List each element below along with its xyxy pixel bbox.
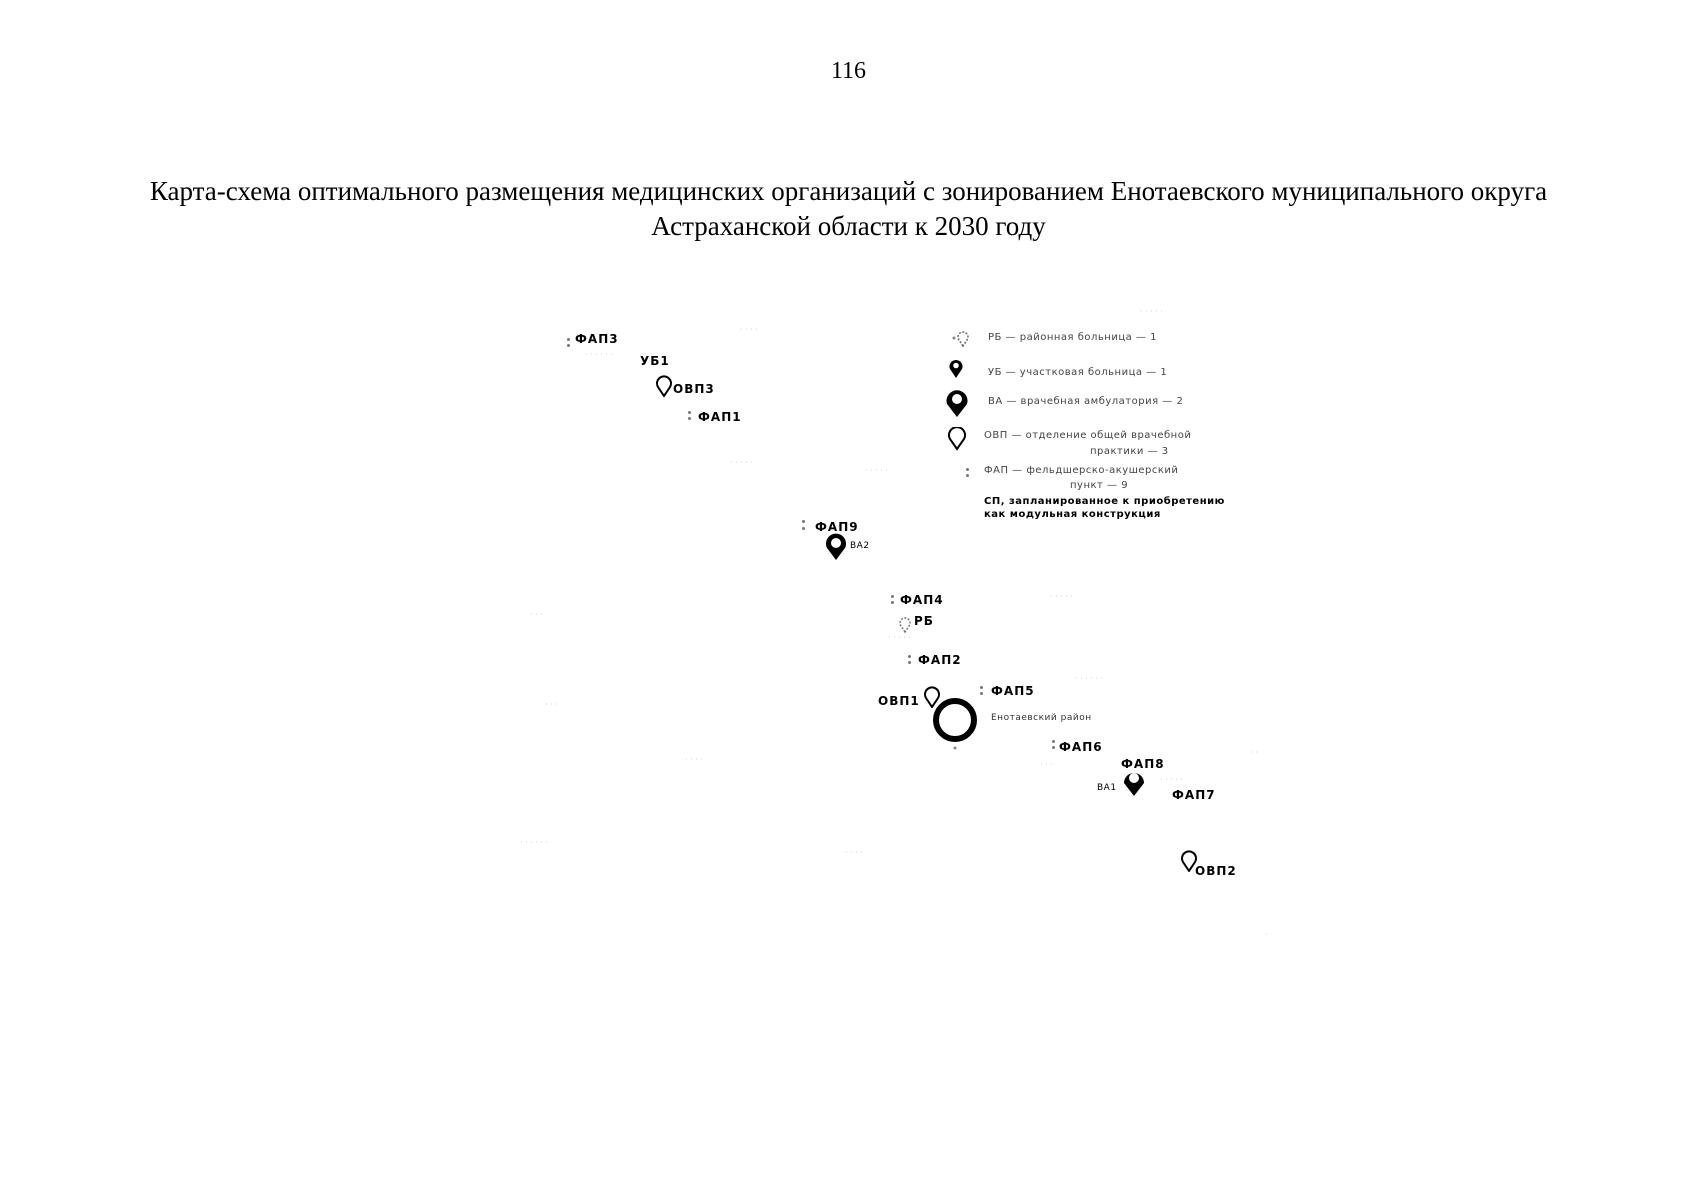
- label-fap2: ФАП2: [918, 653, 962, 667]
- label-fap9: ФАП9: [815, 520, 859, 534]
- faint-label: · · · · ·: [730, 458, 753, 467]
- faint-label: · · · · ·: [865, 466, 888, 475]
- label-fap4: ФАП4: [900, 593, 944, 607]
- fap-marker-icon: [802, 527, 805, 530]
- label-district: Енотаевский район: [991, 713, 1092, 723]
- label-ovp1: ОВП1: [878, 694, 920, 708]
- fap-marker-icon: [891, 601, 894, 604]
- faint-label: · · · · ·: [1160, 775, 1183, 784]
- faint-label: · · ·: [1040, 760, 1053, 769]
- label-va2: ВА2: [850, 541, 870, 551]
- fap-marker-icon: [966, 474, 969, 477]
- fap-marker-icon: [966, 468, 969, 471]
- label-fap8: ФАП8: [1121, 757, 1165, 771]
- legend-ub: УБ — участковая больница — 1: [988, 367, 1168, 378]
- faint-label: · · · · ·: [1140, 307, 1163, 316]
- legend-note-line1: СП, запланированное к приобретению: [984, 496, 1225, 507]
- legend-fap-line1: ФАП — фельдшерско-акушерский: [984, 465, 1179, 476]
- faint-label: · · ·: [530, 610, 543, 619]
- label-ovp3: ОВП3: [673, 382, 715, 396]
- label-fap1: ФАП1: [698, 410, 742, 424]
- faint-label: · · · · ·: [1050, 592, 1073, 601]
- faint-label: · · ·: [545, 700, 558, 709]
- fap-marker-icon: [688, 411, 691, 414]
- map-pin-bold-icon: [824, 532, 848, 561]
- faint-label: · ·: [1250, 748, 1258, 757]
- fap-marker-icon: [980, 686, 983, 689]
- hospital-pin-icon: [950, 330, 970, 348]
- title-line-1: Карта-схема оптимального размещения медицинских организаций с зонированием Енотаевского муниципального округа: [149, 176, 1548, 206]
- legend-note: [984, 495, 1225, 521]
- legend-rb: РБ — районная больница — 1: [988, 332, 1158, 343]
- legend-fap-line2: пункт — 9: [1070, 480, 1129, 491]
- label-va1: ВА1: [1097, 783, 1117, 793]
- map-pin-bold-icon: [1121, 768, 1147, 797]
- faint-label: · · · · · ·: [1075, 674, 1103, 683]
- fap-marker-icon: [908, 661, 911, 664]
- label-rb: РБ: [914, 614, 934, 628]
- faint-label: · · · ·: [845, 848, 863, 857]
- fap-marker-icon: [980, 692, 983, 695]
- legend-ovp-line1: ОВП — отделение общей врачебной: [984, 430, 1192, 441]
- fap-marker-icon: [802, 520, 805, 523]
- legend-note-line2: как модульная конструкция: [984, 509, 1161, 520]
- faint-label: · · · · · ·: [585, 350, 613, 359]
- map-pin-outline-icon: [655, 375, 673, 397]
- faint-label: ·: [1265, 930, 1268, 939]
- map-pin-bold-icon: [944, 388, 970, 418]
- faint-label: · · · · · ·: [520, 838, 548, 847]
- legend-ovp-line2: практики — 3: [1090, 446, 1169, 457]
- faint-label: · · · ·: [685, 755, 703, 764]
- map-pin-outline-icon: [947, 427, 967, 451]
- label-ub1: УБ1: [640, 354, 670, 368]
- legend-va: ВА — врачебная амбулатория — 2: [988, 396, 1184, 407]
- fap-marker-icon: [908, 655, 911, 658]
- fap-marker-icon: [1052, 740, 1055, 743]
- fap-marker-icon: [567, 344, 570, 347]
- faint-label: · · · · ·: [888, 633, 911, 642]
- map-pin-small-icon: [948, 358, 964, 380]
- label-fap5: ФАП5: [991, 684, 1035, 698]
- label-fap6: ФАП6: [1059, 740, 1103, 754]
- fap-marker-icon: [567, 338, 570, 341]
- label-ovp2: ОВП2: [1195, 864, 1237, 878]
- fap-marker-icon: [688, 417, 691, 420]
- fap-marker-icon: [1052, 746, 1055, 749]
- fap-marker-icon: [891, 595, 894, 598]
- title-line-2: Астраханской области к 2030 году: [651, 211, 1046, 241]
- hospital-pin-icon: [898, 617, 912, 633]
- label-fap3: ФАП3: [575, 332, 619, 346]
- faint-label: · · · ·: [740, 325, 758, 334]
- district-center-icon: [930, 698, 980, 750]
- label-fap7: ФАП7: [1172, 788, 1216, 802]
- page-number: 116: [830, 58, 867, 84]
